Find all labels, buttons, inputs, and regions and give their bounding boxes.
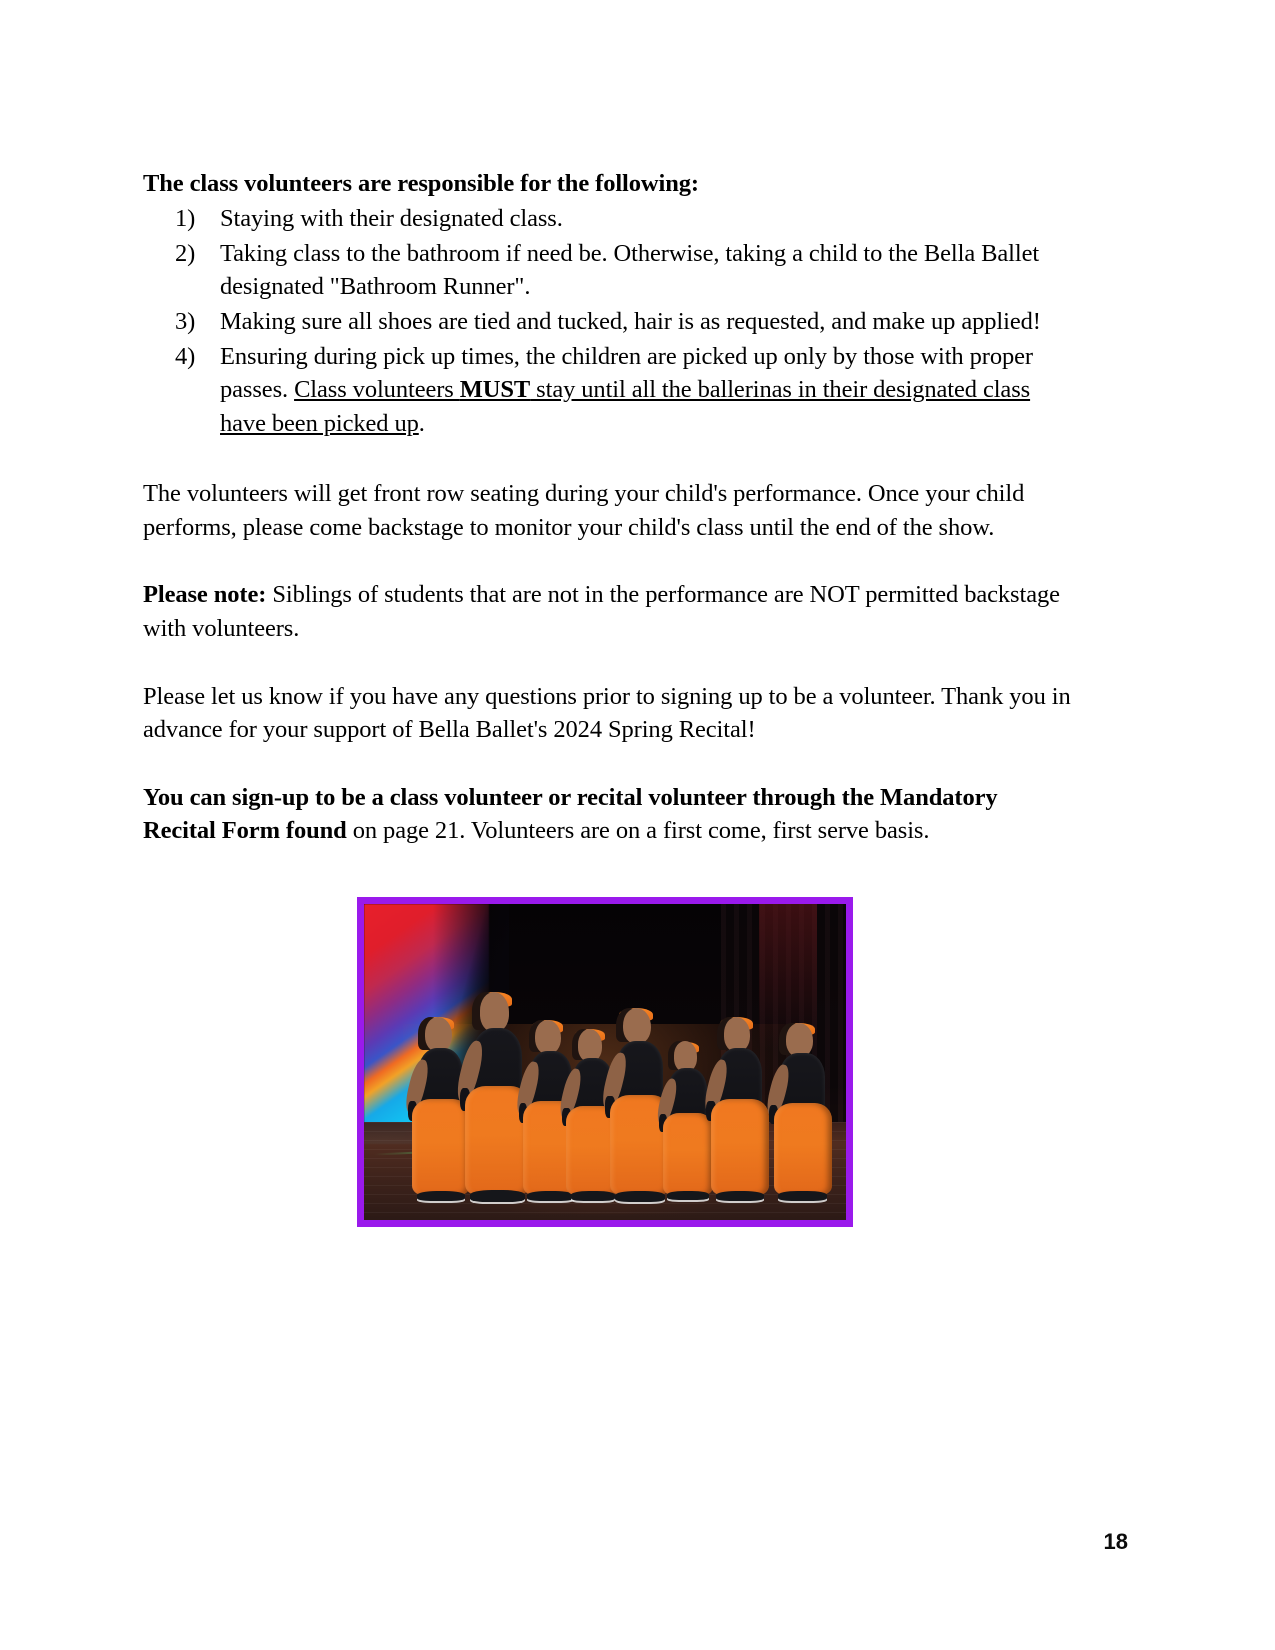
head xyxy=(480,992,510,1032)
spacer xyxy=(143,646,1073,680)
emphasis-underline-part2: stay until all the ballerinas in their designated class have been picked up xyxy=(220,376,1031,437)
list-item-text xyxy=(220,343,1033,437)
responsibilities-list xyxy=(143,202,1073,440)
dancer xyxy=(711,1011,769,1194)
list-marker: 2) xyxy=(175,239,196,267)
list-item-text: Staying with their designated class. xyxy=(220,205,563,233)
list-item-text-tail: . xyxy=(418,409,425,437)
list-marker: 4) xyxy=(175,342,196,370)
head xyxy=(786,1023,813,1057)
head xyxy=(724,1017,751,1052)
signup-bold-lead: You can sign-up to be a class volunteer or recital volunteer through the Mandatory Recital Form found xyxy=(143,783,998,845)
list-item xyxy=(143,237,1073,304)
list-item xyxy=(143,202,1073,236)
list-marker: 1) xyxy=(175,205,196,233)
page-number: 18 xyxy=(1103,1529,1128,1554)
document-body xyxy=(143,168,1073,848)
legs xyxy=(412,1099,470,1194)
list-item xyxy=(143,340,1073,441)
head xyxy=(425,1017,452,1052)
paragraph-please-note xyxy=(143,578,1073,645)
section-heading: The class volunteers are responsible for the following: xyxy=(143,170,699,197)
emphasis-must: MUST xyxy=(459,376,531,404)
signup-rest: on page 21. Volunteers are on a first come, first serve basis. xyxy=(346,817,930,845)
legs xyxy=(774,1103,832,1195)
head xyxy=(623,1008,651,1045)
head xyxy=(578,1029,602,1061)
spacer xyxy=(143,544,1073,578)
head xyxy=(674,1041,697,1071)
list-item xyxy=(143,305,1073,339)
paragraph-questions: Please let us know if you have any questions prior to signing up to be a volunteer. Thank you in advance for your support of Bella Ballet's 2024 Spring Recital! xyxy=(143,682,1071,744)
legs xyxy=(711,1099,769,1194)
head xyxy=(535,1020,560,1054)
list-marker: 3) xyxy=(175,308,196,336)
paragraph-signup xyxy=(143,781,1073,848)
list-item-text: Taking class to the bathroom if need be. Otherwise, taking a child to the Bella Ballet designated "Bathroom Runner". xyxy=(220,239,1040,301)
please-note-text: Siblings of students that are not in the performance are NOT permitted backstage with volunteers. xyxy=(143,581,1060,642)
spacer xyxy=(143,441,1073,477)
list-item-text-lead: Ensuring during pick up times, the children are picked up only by those with proper passes. xyxy=(220,342,1033,404)
paragraph-volunteers-seating: The volunteers will get front row seating during your child's performance. Once your child performs, please come backstage to monitor your child's class until the end of the show. xyxy=(143,480,1025,541)
recital-photo xyxy=(357,897,853,1227)
spacer xyxy=(143,747,1073,781)
emphasis-underline-part1: Class volunteers xyxy=(294,376,460,404)
legs xyxy=(663,1113,714,1195)
please-note-label: Please note: xyxy=(143,581,267,609)
recital-photo-image xyxy=(364,904,846,1220)
dancer xyxy=(774,1018,832,1195)
list-item-text: Making sure all shoes are tied and tucked, hair is as requested, and make up applied! xyxy=(220,308,1041,336)
